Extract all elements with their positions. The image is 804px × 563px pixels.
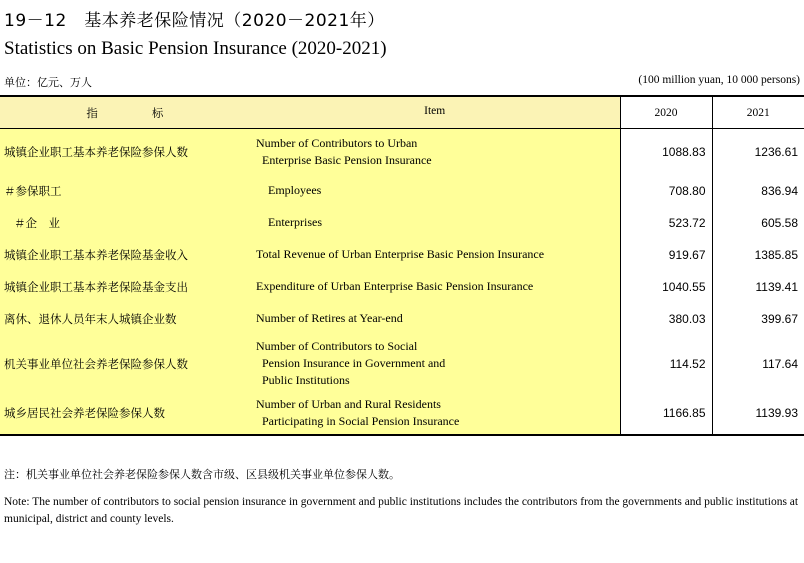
table-row: [0, 175, 804, 207]
row-indicator: 城镇企业职工基本养老保险基金支出: [0, 271, 250, 303]
row-item-line: Employees: [268, 183, 322, 197]
row-indicator: 机关事业单位社会养老保险参保人数: [0, 335, 250, 393]
row-indicator: 城乡居民社会养老保险参保人数: [0, 393, 250, 435]
row-item-line: Number of Contributors to Social: [256, 339, 418, 353]
row-item: [250, 207, 620, 239]
pension-statistics-table: [0, 95, 804, 436]
row-value-2021: 605.58: [712, 207, 804, 239]
table-header-row: [0, 96, 804, 129]
header-indicator-item: [0, 96, 620, 129]
row-indicator: 城镇企业职工基本养老保险基金收入: [0, 239, 250, 271]
row-value-2021: 117.64: [712, 335, 804, 393]
row-value-2021: 1385.85: [712, 239, 804, 271]
row-value-2020: 380.03: [620, 303, 712, 335]
header-year-2020: 2020: [620, 96, 712, 129]
row-value-2021: 1139.93: [712, 393, 804, 435]
row-item-line: Number of Retires at Year-end: [256, 311, 403, 325]
header-indicator-a: 指: [86, 105, 98, 120]
row-item: [250, 303, 620, 335]
table-row: [0, 207, 804, 239]
footnote-en: Note: The number of contributors to social pension insurance in government and public institutions includes the contributors from the governments and public institutions at municipal, district and county levels.: [4, 496, 799, 525]
table-row: [0, 239, 804, 271]
row-value-2020: 1088.83: [620, 129, 712, 175]
table-row: [0, 129, 804, 175]
row-value-2021: 399.67: [712, 303, 804, 335]
table-row: [0, 271, 804, 303]
header-item: Item: [424, 104, 446, 117]
row-item: [250, 393, 620, 435]
table-title-cn: 19－12 基本养老保险情况（2020－2021年）: [4, 11, 385, 31]
row-item-line: Total Revenue of Urban Enterprise Basic Pension Insurance: [256, 247, 545, 261]
unit-label-en: (100 million yuan, 10 000 persons): [638, 74, 800, 86]
row-value-2020: 708.80: [620, 175, 712, 207]
row-item: [250, 335, 620, 393]
row-value-2020: 114.52: [620, 335, 712, 393]
row-indicator: ＃企 业: [0, 207, 250, 239]
row-item-line: Enterprise Basic Pension Insurance: [262, 152, 432, 167]
row-item-line: Participating in Social Pension Insurance: [262, 414, 460, 428]
row-item-line: Number of Urban and Rural Residents: [256, 397, 441, 411]
row-item: [250, 129, 620, 175]
row-value-2020: 1166.85: [620, 393, 712, 435]
row-value-2020: 919.67: [620, 239, 712, 271]
row-item-line: Number of Contributors to Urban: [256, 135, 418, 150]
row-value-2021: 1139.41: [712, 271, 804, 303]
unit-label-cn: 单位：亿元、万人: [4, 76, 92, 89]
row-item-line: Expenditure of Urban Enterprise Basic Pension Insurance: [256, 279, 534, 293]
table-row: [0, 335, 804, 393]
row-value-2021: 836.94: [712, 175, 804, 207]
row-item: [250, 175, 620, 207]
row-value-2021: 1236.61: [712, 129, 804, 175]
row-item-line: Public Institutions: [262, 373, 350, 387]
table-row: [0, 303, 804, 335]
row-item: [250, 239, 620, 271]
row-item-line: Enterprises: [268, 215, 322, 229]
row-value-2020: 523.72: [620, 207, 712, 239]
footnote-cn: 注：机关事业单位社会养老保险参保人数含市级、区县级机关事业单位参保人数。: [4, 468, 400, 481]
row-item-line: Pension Insurance in Government and: [262, 356, 446, 370]
header-year-2021: 2021: [712, 96, 804, 129]
row-indicator: 城镇企业职工基本养老保险参保人数: [0, 129, 250, 175]
header-indicator-b: 标: [151, 105, 164, 120]
table-row: [0, 393, 804, 435]
row-value-2020: 1040.55: [620, 271, 712, 303]
row-indicator: ＃参保职工: [0, 175, 250, 207]
table-title-en: Statistics on Basic Pension Insurance (2020-2021): [4, 38, 387, 59]
row-item: [250, 271, 620, 303]
row-indicator: 离休、退休人员年末人城镇企业数: [0, 303, 250, 335]
